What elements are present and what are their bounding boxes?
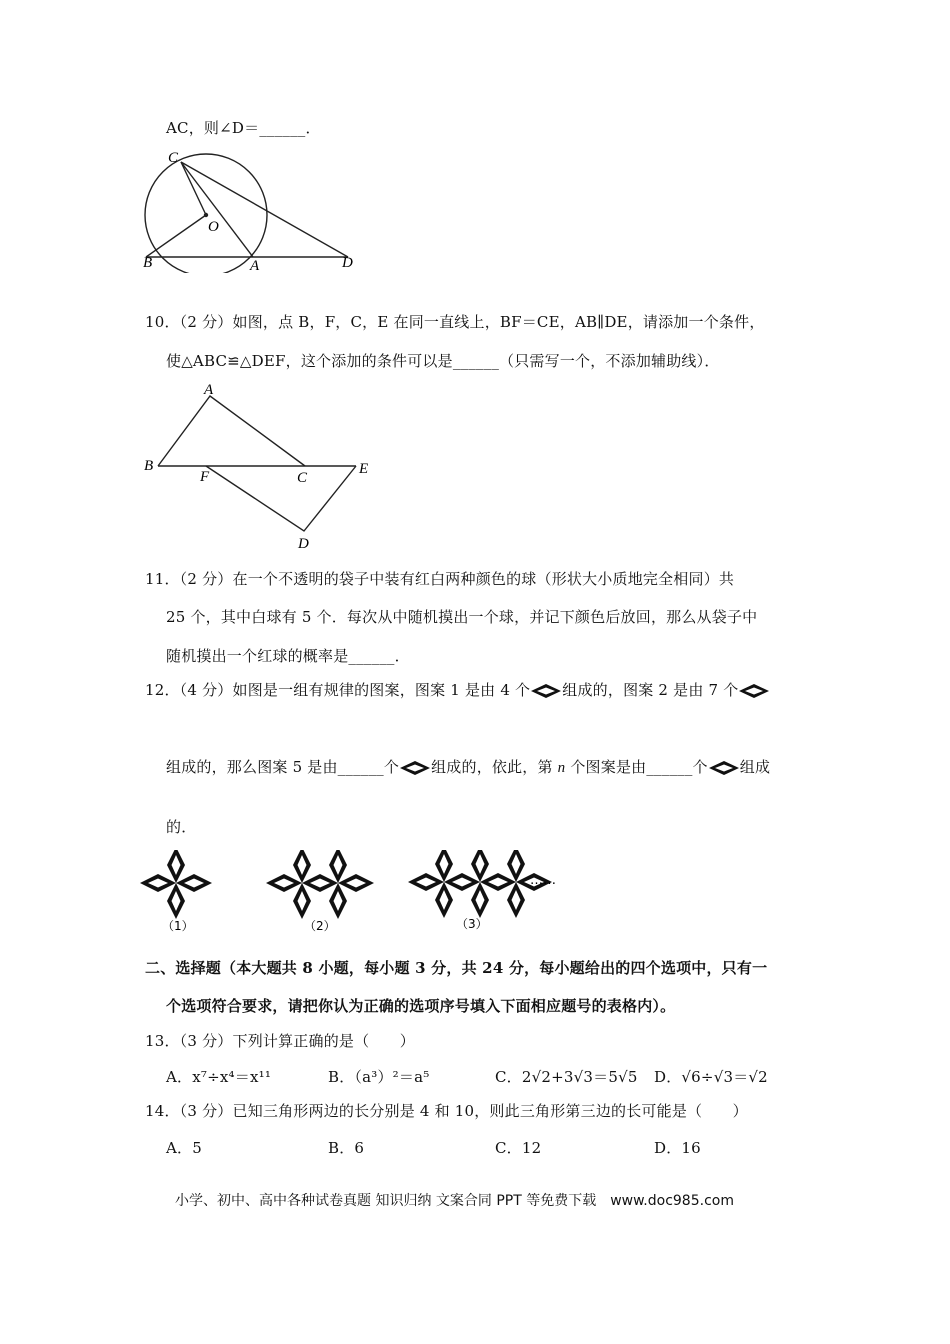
q13-option-c: C．2√2+3√3＝5√5 — [495, 1068, 638, 1086]
q11-line-1: 11．（2 分）在一个不透明的袋子中装有红白两种颜色的球（形状大小质地完全相同）共 — [145, 570, 735, 588]
q14-stem: 14．（3 分）已知三角形两边的长分别是 4 和 10，则此三角形第三边的长可能是（ ） — [145, 1102, 748, 1120]
line-cd — [181, 162, 348, 257]
q12-pattern-figures — [140, 850, 570, 938]
label-c: C — [168, 150, 179, 166]
q9-tail-end: ． — [305, 119, 321, 137]
pattern-ellipsis: …… — [530, 873, 556, 888]
q13-option-b: B．（a³）²＝a⁵ — [328, 1068, 430, 1086]
q12-line-2 — [166, 757, 770, 778]
pattern-2-label: （2） — [304, 919, 336, 933]
q9-tail-line — [166, 118, 321, 138]
q14-option-a: A．5 — [166, 1139, 202, 1157]
section-2-heading-line-1: 二、选择题（本大题共 8 小题，每小题 3 分，共 24 分，每小题给出的四个选项中，只有一 — [145, 959, 768, 977]
q13-option-d: D．√6÷√3＝√2 — [654, 1068, 768, 1086]
pattern-3-label: （3） — [456, 917, 488, 931]
q9-answer-blank: ______ — [259, 119, 306, 137]
label-d: D — [342, 255, 353, 271]
q12-line-2c: 个图案是由______个 — [570, 758, 708, 776]
q9-tail-prefix: AC，则∠D＝ — [166, 119, 260, 137]
label-a: A — [250, 258, 260, 273]
q9-circle-figure — [138, 145, 368, 273]
q12-variable-n: n — [557, 760, 566, 776]
label-a: A — [204, 382, 214, 398]
q14-option-b: B．6 — [328, 1139, 365, 1157]
rhombus-tile-icon — [738, 683, 770, 699]
label-f: F — [200, 469, 210, 485]
triangle-abc — [158, 396, 305, 466]
q11-line-2: 25 个，其中白球有 5 个．每次从中随机摸出一个球，并记下颜色后放回，那么从袋子中 — [166, 608, 758, 626]
page-footer: 小学、初中、高中各种试卷真题 知识归纳 文案合同 PPT 等免费下载 www.doc985.com — [175, 1193, 734, 1209]
q12-line-1b: 组成的，图案 2 是由 7 个 — [562, 681, 739, 699]
q11-line-3: 随机摸出一个红球的概率是______． — [166, 647, 410, 665]
pattern-1-label: （1） — [162, 919, 194, 933]
pattern-1 — [140, 850, 212, 919]
label-b: B — [143, 255, 153, 271]
center-o-point — [204, 213, 208, 217]
q12-line-2d: 组成 — [739, 758, 771, 776]
q12-line-2a: 组成的，那么图案 5 是由______个 — [166, 758, 400, 776]
q12-line-2b: 组成的，依此，第 — [431, 758, 553, 776]
q14-option-d: D．16 — [654, 1139, 701, 1157]
label-e: E — [359, 461, 369, 477]
label-o: O — [208, 219, 219, 235]
q14-option-c: C．12 — [495, 1139, 542, 1157]
rhombus-tile-icon — [399, 760, 431, 776]
q13-option-a: A．x⁷÷x⁴＝x¹¹ — [166, 1068, 272, 1086]
rhombus-tile-icon — [708, 760, 740, 776]
triangle-fde — [206, 466, 356, 531]
label-c: C — [297, 470, 308, 486]
label-d: D — [298, 536, 309, 550]
q13-stem: 13．（3 分）下列计算正确的是（ ） — [145, 1032, 415, 1050]
q12-line-1 — [145, 680, 770, 700]
pattern-2 — [266, 850, 374, 919]
line-co — [181, 162, 206, 215]
line-ca — [181, 162, 253, 257]
q10-line-1: 10．（2 分）如图，点 B，F，C，E 在同一直线上，BF＝CE，AB∥DE，请添加一个条件， — [145, 313, 765, 331]
section-2-heading-line-2: 个选项符合要求，请把你认为正确的选项序号填入下面相应题号的表格内）。 — [166, 997, 676, 1015]
line-bo — [146, 215, 206, 257]
q10-line-2: 使△ABC≌△DEF，这个添加的条件可以是______（只需写一个，不添加辅助线）． — [166, 352, 720, 370]
q12-line-1a: 12．（4 分）如图是一组有规律的图案，图案 1 是由 4 个 — [145, 681, 531, 699]
q10-triangle-figure — [140, 378, 380, 550]
label-b: B — [144, 458, 154, 474]
rhombus-tile-icon — [530, 683, 562, 699]
q12-line-3: 的． — [166, 818, 197, 836]
